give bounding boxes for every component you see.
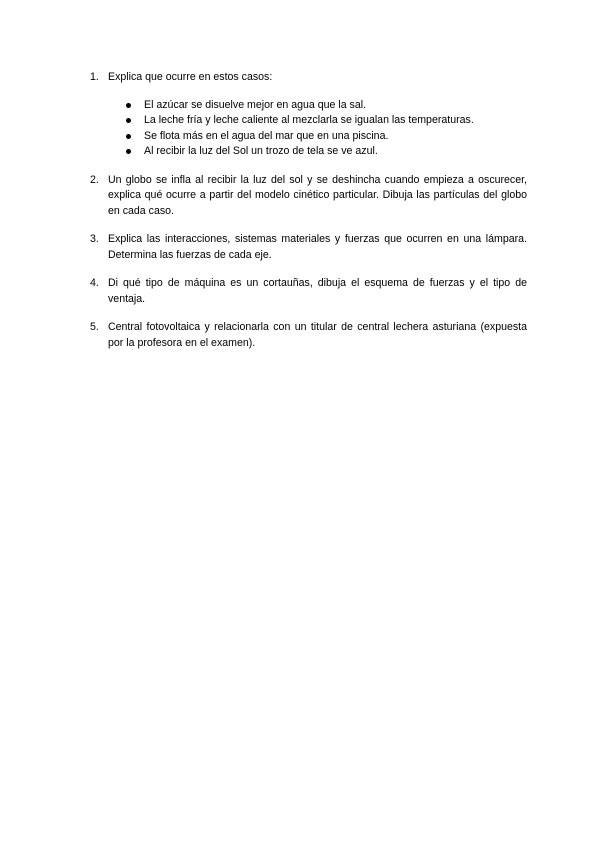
sub-question-item [126,144,527,160]
sub-question-list [108,98,527,160]
question-number: 1. [90,71,99,83]
sub-question-item [126,129,527,145]
question-list [90,70,527,364]
question-text: Explica que ocurre en estos casos: [108,71,273,83]
bullet-icon [126,118,131,123]
sub-question-text: El azúcar se disuelve mejor en agua que la sal. [144,98,367,111]
question-number: 3. [90,233,99,245]
question-number: 2. [90,173,99,186]
sub-question-text: Al recibir la luz del Sol un trozo de tela se ve azul. [144,145,378,157]
question-item-2 [90,173,527,220]
sub-question-text: La leche fría y leche caliente al mezclarla se igualan las temperaturas. [144,114,474,126]
question-text: Un globo se infla al recibir la luz del sol y se deshincha cuando empieza a oscurecer, explica qué ocurre a partir del modelo cinético particular. Dibuja las partículas del globo en cada caso. [108,173,527,217]
sub-question-text: Se flota más en el agua del mar que en una piscina. [144,129,389,142]
sub-question-item [126,98,527,114]
bullet-icon [126,149,131,154]
bullet-icon [126,103,131,108]
sub-question-item [126,113,527,129]
question-item-4 [90,276,527,307]
question-number: 5. [90,321,99,333]
question-text: Di qué tipo de máquina es un cortauñas, dibuja el esquema de fuerzas y el tipo de ventaja. [108,277,527,305]
bullet-icon [126,134,131,139]
question-item-5 [90,320,527,351]
question-item-1 [90,70,527,160]
question-number: 4. [90,277,99,289]
question-item-3 [90,232,527,263]
question-text: Explica las interacciones, sistemas materiales y fuerzas que ocurren en una lámpara. Determina las fuerzas de cada eje. [108,233,527,261]
question-text: Central fotovoltaica y relacionarla con un titular de central lechera asturiana (expuesta por la profesora en el examen). [108,321,527,349]
